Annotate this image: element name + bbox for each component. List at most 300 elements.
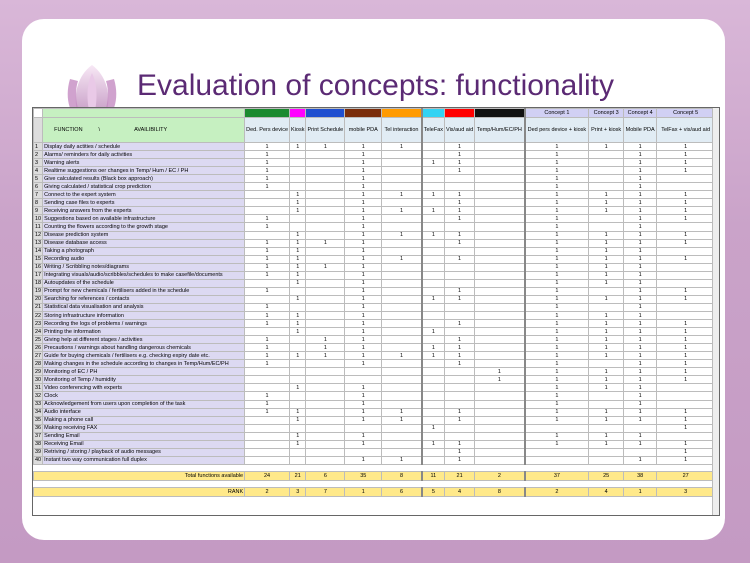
value-cell xyxy=(422,151,445,159)
value-cell xyxy=(475,424,525,432)
table-row xyxy=(34,408,715,416)
value-cell: 1 xyxy=(345,183,382,191)
value-cell: 1 xyxy=(245,239,290,247)
value-cell: 1 xyxy=(657,376,715,384)
function-name: Searching for references / contacts xyxy=(43,295,245,303)
value-cell: 1 xyxy=(245,143,290,151)
value-cell xyxy=(306,456,345,464)
value-cell xyxy=(306,311,345,319)
value-cell xyxy=(422,303,445,311)
spacer-cell xyxy=(43,480,245,487)
spacer-cell xyxy=(245,480,290,487)
value-cell xyxy=(657,175,715,183)
table-row xyxy=(34,223,715,231)
spreadsheet xyxy=(32,107,720,516)
value-cell: 1 xyxy=(589,143,624,151)
value-cell: 1 xyxy=(624,247,657,255)
spacer-cell xyxy=(306,480,345,487)
value-cell: 1 xyxy=(624,295,657,303)
value-cell: 1 xyxy=(345,320,382,328)
value-cell xyxy=(422,167,445,175)
value-cell xyxy=(475,223,525,231)
concept-header: Mobile PDA xyxy=(624,118,657,143)
table-row xyxy=(34,456,715,464)
value-cell: 1 xyxy=(245,159,290,167)
value-cell: 1 xyxy=(290,239,306,247)
spacer-cell xyxy=(624,480,657,487)
function-header xyxy=(43,118,245,143)
value-cell: 1 xyxy=(525,143,589,151)
category-color-band xyxy=(382,109,422,118)
value-cell: 1 xyxy=(525,207,589,215)
table-row xyxy=(34,287,715,295)
spacer-cell xyxy=(589,480,624,487)
value-cell: 1 xyxy=(245,311,290,319)
value-cell xyxy=(382,440,422,448)
value-cell: 1 xyxy=(345,199,382,207)
row-number: 23 xyxy=(35,320,42,327)
value-cell: 1 xyxy=(445,360,475,368)
value-cell xyxy=(422,215,445,223)
total-value: 37 xyxy=(525,471,589,480)
row-number: 31 xyxy=(35,384,42,391)
value-cell: 1 xyxy=(345,231,382,239)
value-cell xyxy=(290,424,306,432)
value-cell xyxy=(306,440,345,448)
value-cell: 1 xyxy=(445,352,475,360)
value-cell xyxy=(475,183,525,191)
value-cell xyxy=(382,368,422,376)
value-cell xyxy=(306,199,345,207)
spacer-cell xyxy=(589,464,624,471)
value-cell xyxy=(657,400,715,408)
value-cell: 1 xyxy=(382,231,422,239)
value-cell xyxy=(290,344,306,352)
value-cell xyxy=(306,247,345,255)
value-cell: 1 xyxy=(589,279,624,287)
value-cell xyxy=(475,328,525,336)
value-cell xyxy=(245,199,290,207)
function-name: Receiving Email xyxy=(43,440,245,448)
value-cell xyxy=(475,303,525,311)
value-cell: 1 xyxy=(306,352,345,360)
function-name: Monitoring of EC / PH xyxy=(43,368,245,376)
value-cell: 1 xyxy=(589,384,624,392)
value-cell: 1 xyxy=(525,223,589,231)
value-cell: 1 xyxy=(445,408,475,416)
value-cell: 1 xyxy=(525,311,589,319)
value-cell: 1 xyxy=(624,303,657,311)
value-cell xyxy=(422,263,445,271)
rank-value: 7 xyxy=(306,487,345,496)
value-cell: 1 xyxy=(345,440,382,448)
spacer-cell xyxy=(345,480,382,487)
category-color-band xyxy=(245,109,290,118)
table-row xyxy=(34,255,715,263)
value-cell: 1 xyxy=(445,416,475,424)
table-row xyxy=(34,239,715,247)
value-cell: 1 xyxy=(445,295,475,303)
value-cell: 1 xyxy=(345,360,382,368)
value-cell xyxy=(306,271,345,279)
value-cell xyxy=(382,183,422,191)
spacer-cell xyxy=(306,464,345,471)
value-cell xyxy=(445,303,475,311)
rank-value: 3 xyxy=(290,487,306,496)
value-cell: 1 xyxy=(589,376,624,384)
value-cell xyxy=(382,263,422,271)
value-cell xyxy=(475,159,525,167)
row-number: 12 xyxy=(35,232,42,239)
value-cell: 1 xyxy=(345,311,382,319)
value-cell: 1 xyxy=(589,344,624,352)
value-cell: 1 xyxy=(445,255,475,263)
value-cell xyxy=(475,167,525,175)
value-cell: 1 xyxy=(422,295,445,303)
value-cell: 1 xyxy=(345,408,382,416)
vertical-scrollbar[interactable] xyxy=(712,108,719,515)
value-cell: 1 xyxy=(525,303,589,311)
value-cell: 1 xyxy=(345,247,382,255)
value-cell: 1 xyxy=(657,167,715,175)
value-cell: 1 xyxy=(445,287,475,295)
value-cell: 1 xyxy=(624,360,657,368)
value-cell xyxy=(589,215,624,223)
value-cell xyxy=(445,432,475,440)
value-cell: 1 xyxy=(345,287,382,295)
value-cell: 1 xyxy=(657,424,715,432)
value-cell: 1 xyxy=(422,231,445,239)
value-cell: 1 xyxy=(422,352,445,360)
value-cell xyxy=(589,448,624,456)
value-cell: 1 xyxy=(345,432,382,440)
value-cell xyxy=(245,456,290,464)
value-cell: 1 xyxy=(624,311,657,319)
value-cell: 1 xyxy=(345,295,382,303)
value-cell: 1 xyxy=(589,239,624,247)
value-cell: 1 xyxy=(624,255,657,263)
value-cell xyxy=(290,392,306,400)
function-name: Guide for buying chemicals / fertilisers e.g. checking expiry date etc. xyxy=(43,352,245,360)
rank-value: 1 xyxy=(345,487,382,496)
value-cell xyxy=(445,271,475,279)
value-cell xyxy=(245,295,290,303)
value-cell: 1 xyxy=(657,408,715,416)
table-row xyxy=(34,344,715,352)
function-name: Making changes in the schedule according to changes in Temp/Hum/EC/PH xyxy=(43,360,245,368)
function-name: Give calculated results (Black box approach) xyxy=(43,175,245,183)
value-cell xyxy=(382,159,422,167)
value-cell: 1 xyxy=(422,191,445,199)
row-number: 24 xyxy=(35,328,42,335)
value-cell: 1 xyxy=(290,143,306,151)
value-cell: 1 xyxy=(245,320,290,328)
value-cell: 1 xyxy=(624,440,657,448)
category-header: Temp/Hum/EC/PH xyxy=(475,118,525,143)
value-cell: 1 xyxy=(290,295,306,303)
value-cell xyxy=(245,440,290,448)
value-cell xyxy=(382,151,422,159)
row-number: 6 xyxy=(34,183,43,191)
value-cell xyxy=(306,223,345,231)
value-cell: 1 xyxy=(657,336,715,344)
value-cell: 1 xyxy=(306,143,345,151)
row-number: 32 xyxy=(35,392,42,399)
table-row xyxy=(34,191,715,199)
value-cell: 1 xyxy=(525,328,589,336)
value-cell: 1 xyxy=(422,344,445,352)
value-cell xyxy=(422,320,445,328)
value-cell: 1 xyxy=(624,183,657,191)
function-label: FUNCTION xyxy=(54,127,83,133)
value-cell xyxy=(475,295,525,303)
value-cell xyxy=(306,215,345,223)
value-cell: 1 xyxy=(345,328,382,336)
category-header: TeleFax xyxy=(422,118,445,143)
value-cell: 1 xyxy=(245,303,290,311)
value-cell: 1 xyxy=(290,352,306,360)
value-cell xyxy=(475,239,525,247)
value-cell xyxy=(345,448,382,456)
value-cell xyxy=(475,199,525,207)
value-cell xyxy=(306,279,345,287)
table-row xyxy=(34,416,715,424)
spacer-cell xyxy=(657,464,715,471)
function-name: Display daily actities / schedule xyxy=(43,143,245,151)
value-cell xyxy=(306,320,345,328)
value-cell: 1 xyxy=(589,416,624,424)
value-cell: 1 xyxy=(290,255,306,263)
spacer-cell xyxy=(34,464,43,471)
value-cell: 1 xyxy=(345,167,382,175)
category-header: Vis/aud aid xyxy=(445,118,475,143)
value-cell xyxy=(475,384,525,392)
value-cell xyxy=(589,303,624,311)
value-cell: 1 xyxy=(525,247,589,255)
value-cell xyxy=(475,247,525,255)
row-number: 40 xyxy=(35,457,42,464)
value-cell: 1 xyxy=(525,175,589,183)
value-cell xyxy=(382,271,422,279)
spacer-cell xyxy=(624,464,657,471)
value-cell: 1 xyxy=(245,167,290,175)
value-cell xyxy=(306,183,345,191)
value-cell: 1 xyxy=(657,368,715,376)
value-cell xyxy=(475,320,525,328)
value-cell: 1 xyxy=(345,175,382,183)
value-cell xyxy=(657,384,715,392)
value-cell: 1 xyxy=(245,255,290,263)
table-row xyxy=(34,247,715,255)
value-cell xyxy=(475,263,525,271)
row-number: 5 xyxy=(34,175,43,183)
category-header: Ded. Pers device xyxy=(245,118,290,143)
value-cell: 1 xyxy=(382,352,422,360)
value-cell xyxy=(422,416,445,424)
value-cell xyxy=(445,223,475,231)
spacer-cell xyxy=(445,464,475,471)
rank-value: 6 xyxy=(382,487,422,496)
table-row xyxy=(34,360,715,368)
row-number: 8 xyxy=(34,199,43,207)
value-cell: 1 xyxy=(589,255,624,263)
value-cell xyxy=(290,167,306,175)
value-cell: 1 xyxy=(525,287,589,295)
value-cell xyxy=(422,336,445,344)
table-row xyxy=(34,215,715,223)
value-cell: 1 xyxy=(245,408,290,416)
function-name: Recording the logs of problems / warnings xyxy=(43,320,245,328)
value-cell xyxy=(290,223,306,231)
value-cell xyxy=(589,360,624,368)
value-cell: 1 xyxy=(290,408,306,416)
function-name: Clock xyxy=(43,392,245,400)
value-cell: 1 xyxy=(525,271,589,279)
value-cell: 1 xyxy=(589,263,624,271)
value-cell xyxy=(306,408,345,416)
value-cell: 1 xyxy=(525,263,589,271)
value-cell xyxy=(657,392,715,400)
value-cell: 1 xyxy=(624,320,657,328)
spacer-cell xyxy=(475,480,525,487)
value-cell: 1 xyxy=(290,207,306,215)
value-cell xyxy=(422,311,445,319)
value-cell xyxy=(657,223,715,231)
value-cell: 1 xyxy=(245,271,290,279)
value-cell: 1 xyxy=(525,376,589,384)
row-number: 28 xyxy=(35,360,42,367)
value-cell: 1 xyxy=(345,263,382,271)
value-cell xyxy=(475,271,525,279)
function-name: Receiving answers from the experts xyxy=(43,207,245,215)
value-cell: 1 xyxy=(624,175,657,183)
value-cell: 1 xyxy=(589,368,624,376)
value-cell: 1 xyxy=(657,344,715,352)
value-cell: 1 xyxy=(525,167,589,175)
value-cell xyxy=(475,360,525,368)
total-value: 35 xyxy=(345,471,382,480)
value-cell xyxy=(290,376,306,384)
value-cell xyxy=(475,336,525,344)
row-number: 15 xyxy=(35,256,42,263)
spacer-cell xyxy=(422,464,445,471)
value-cell: 1 xyxy=(290,279,306,287)
value-cell xyxy=(657,183,715,191)
value-cell: 1 xyxy=(525,183,589,191)
value-cell xyxy=(475,231,525,239)
value-cell: 1 xyxy=(345,143,382,151)
value-cell xyxy=(382,239,422,247)
value-cell: 1 xyxy=(657,320,715,328)
value-cell: 1 xyxy=(382,416,422,424)
row-number: 21 xyxy=(35,304,42,311)
value-cell: 1 xyxy=(445,440,475,448)
total-value: 38 xyxy=(624,471,657,480)
value-cell xyxy=(422,400,445,408)
row-number: 20 xyxy=(35,296,42,303)
function-name: Making receiving FAX xyxy=(43,424,245,432)
total-label: Total functions available xyxy=(34,471,245,480)
value-cell: 1 xyxy=(345,303,382,311)
total-value: 21 xyxy=(290,471,306,480)
table-row xyxy=(34,159,715,167)
value-cell: 1 xyxy=(445,159,475,167)
value-cell xyxy=(290,215,306,223)
total-value: 25 xyxy=(589,471,624,480)
value-cell xyxy=(290,183,306,191)
value-cell: 1 xyxy=(624,215,657,223)
function-name: Autoupdates of the schedule xyxy=(43,279,245,287)
value-cell xyxy=(475,408,525,416)
function-name: Disease prediction system xyxy=(43,231,245,239)
value-cell: 1 xyxy=(657,239,715,247)
value-cell xyxy=(306,303,345,311)
value-cell xyxy=(382,392,422,400)
value-cell: 1 xyxy=(525,191,589,199)
value-cell xyxy=(245,231,290,239)
value-cell xyxy=(475,311,525,319)
value-cell: 1 xyxy=(657,207,715,215)
function-name: Recording audio xyxy=(43,255,245,263)
value-cell: 1 xyxy=(445,199,475,207)
value-cell xyxy=(475,175,525,183)
rank-value: 5 xyxy=(422,487,445,496)
table-row xyxy=(34,368,715,376)
function-name: Sending case files to experts xyxy=(43,199,245,207)
function-name: Writing / Scribbling notes/diagrams xyxy=(43,263,245,271)
row-number: 4 xyxy=(34,167,43,175)
value-cell: 1 xyxy=(624,392,657,400)
row-number: 25 xyxy=(35,336,42,343)
function-name: Disease database access xyxy=(43,239,245,247)
value-cell: 1 xyxy=(290,247,306,255)
category-header: Tel interaction xyxy=(382,118,422,143)
value-cell xyxy=(306,376,345,384)
value-cell: 1 xyxy=(589,320,624,328)
rank-value: 4 xyxy=(589,487,624,496)
value-cell: 1 xyxy=(382,143,422,151)
spacer-cell xyxy=(345,464,382,471)
value-cell: 1 xyxy=(624,344,657,352)
value-cell xyxy=(290,456,306,464)
value-cell: 1 xyxy=(624,191,657,199)
value-cell: 1 xyxy=(657,199,715,207)
value-cell xyxy=(475,416,525,424)
row-number: 29 xyxy=(35,368,42,375)
value-cell: 1 xyxy=(290,263,306,271)
value-cell: 1 xyxy=(345,400,382,408)
value-cell xyxy=(475,400,525,408)
value-cell xyxy=(475,255,525,263)
spacer-cell xyxy=(290,480,306,487)
function-name: Storing infrastructure information xyxy=(43,311,245,319)
value-cell: 1 xyxy=(657,440,715,448)
value-cell: 1 xyxy=(525,440,589,448)
value-cell: 1 xyxy=(345,416,382,424)
value-cell: 1 xyxy=(525,199,589,207)
value-cell: 1 xyxy=(589,231,624,239)
value-cell xyxy=(589,183,624,191)
value-cell xyxy=(475,448,525,456)
value-cell: 1 xyxy=(624,376,657,384)
value-cell xyxy=(589,175,624,183)
value-cell: 1 xyxy=(657,159,715,167)
row-number: 34 xyxy=(35,409,42,416)
row-number: 3 xyxy=(34,159,43,167)
value-cell xyxy=(306,416,345,424)
value-cell xyxy=(382,303,422,311)
value-cell: 1 xyxy=(657,151,715,159)
